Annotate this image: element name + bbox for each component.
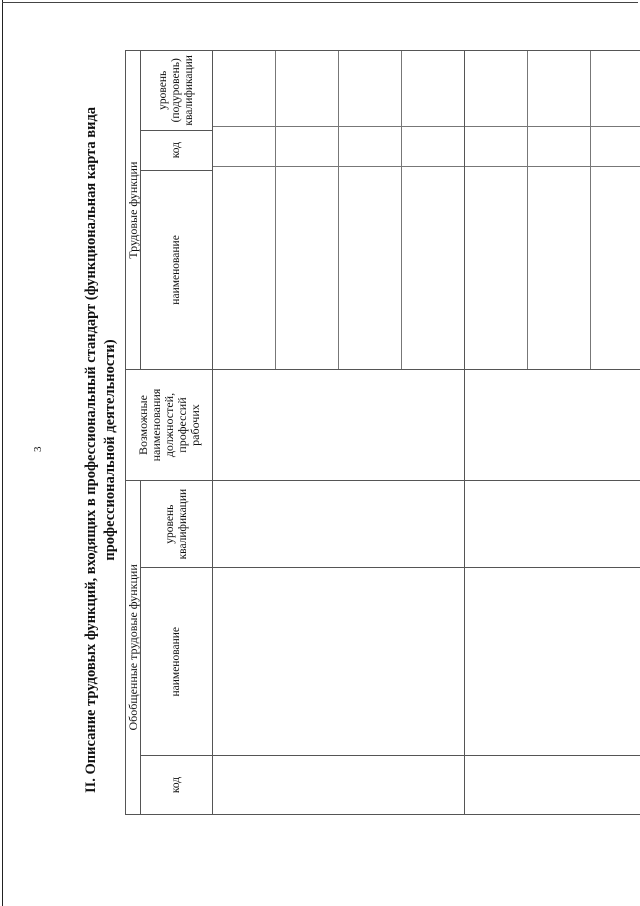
labor-function-subrows <box>465 51 640 370</box>
cell-empty <box>465 480 640 568</box>
page-number: 3 <box>32 446 44 452</box>
header-gtf-name: наименование <box>141 568 213 756</box>
header-possible-positions: Возможные наименования должностей, профессий рабочих <box>126 370 213 480</box>
cell-empty <box>465 370 640 480</box>
subrow-grid <box>213 51 464 369</box>
header-gtf-code: код <box>141 756 213 815</box>
cell-empty <box>213 480 465 568</box>
cell-empty <box>465 568 640 756</box>
header-generalized-functions: Обобщенные трудовые функции <box>126 480 141 814</box>
table-row <box>465 51 640 815</box>
header-labor-functions: Трудовые функции <box>126 51 141 370</box>
header-tf-level: уровень (подуровень) квалификации <box>141 51 213 131</box>
section-title-line-1: II. Описание трудовых функций, входящих в профессиональный стандарт (функциональная карта вида <box>83 106 99 794</box>
labor-function-subrows <box>213 51 465 370</box>
subrow-grid <box>465 51 640 369</box>
rotated-page-content <box>30 50 510 850</box>
cell-empty <box>213 756 465 815</box>
cell-empty <box>213 568 465 756</box>
cell-empty <box>213 370 465 480</box>
table-row <box>213 51 465 815</box>
page-top-edge <box>2 2 638 3</box>
page-left-edge <box>2 0 3 906</box>
header-gtf-level: уровень квалификации <box>141 480 213 568</box>
section-title-line-2: профессиональной деятельности) <box>102 339 118 561</box>
header-tf-name: наименование <box>141 170 213 370</box>
cell-empty <box>465 756 640 815</box>
section-title <box>82 50 120 850</box>
header-tf-code: код <box>141 130 213 170</box>
functional-map-table <box>125 50 640 815</box>
